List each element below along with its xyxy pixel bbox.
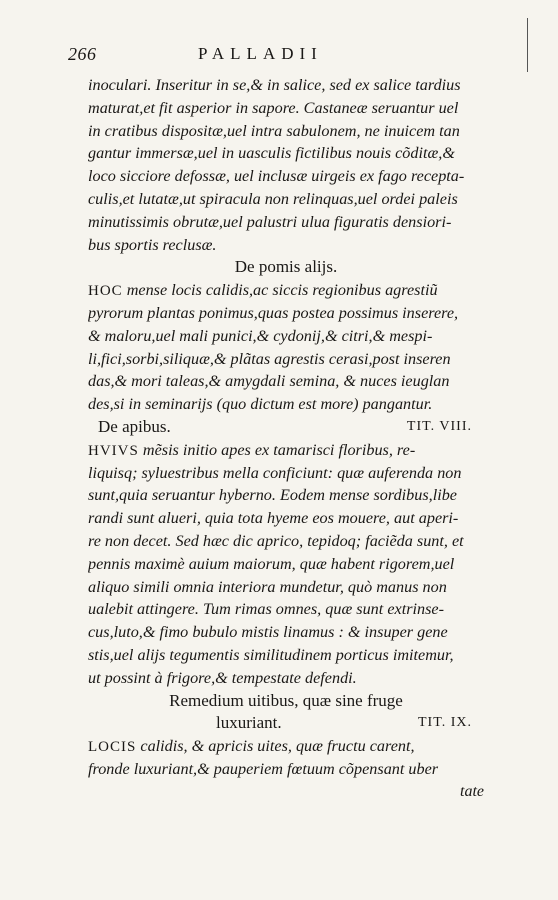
text-line: stis,uel alijs tegumentis similitudinem porticus imitemur, — [88, 645, 454, 664]
text-line: bus sportis reclusæ. — [88, 235, 217, 254]
section-heading: Remedium uitibus, quæ sine fruge — [169, 690, 403, 710]
text-line: culis,et lutatæ,ut spiracula non relinquas,uel ordei paleis — [88, 189, 458, 208]
lead-word: HOC — [88, 283, 123, 300]
text-line: ut possint à frigore,& tempestate defendi. — [88, 668, 357, 687]
text-line — [88, 279, 484, 302]
text-line: minutissimis obrutæ,uel palustri ulua figuratis densiori- — [88, 212, 452, 231]
text-line — [88, 735, 484, 758]
text-line: fronde luxuriant,& pauperiem fœtuum cõpensant uber — [88, 759, 439, 778]
section-heading: De pomis alijs. — [234, 257, 338, 277]
text-line: & maloru,uel mali punici,& cydonij,& citri,& mespi- — [88, 326, 433, 345]
text-line: pennis maximè auium maiorum, quæ habent rigorem,uel — [88, 554, 455, 573]
text-line: des,si in seminarijs (quo dictum est more) pangantur. — [88, 395, 433, 414]
text-line: re non decet. Sed hæc dic aprico, tepidoq; faciẽda sunt, et — [88, 531, 464, 550]
text-line: liquisq; syluestribus mella conficiunt: quæ auferenda non — [88, 463, 462, 482]
text-line: ualebit attingere. Tum rimas omnes, quæ sunt extrinse- — [88, 600, 444, 619]
text-line — [88, 439, 484, 462]
text-line: loco sicciore defossæ, uel inclusæ uirgeis ex fago recepta- — [88, 167, 465, 186]
section-heading: De apibus. — [98, 416, 171, 436]
text-line-rest: mẽsis initio apes ex tamarisci floribus, re- — [138, 440, 416, 459]
text-line: aliquo simili omnia interiora mundetur, quò manus non — [88, 577, 447, 596]
title-number: TIT. IX. — [418, 715, 472, 731]
title-number: TIT. VIII. — [406, 418, 472, 434]
main-text — [88, 74, 484, 804]
text-line-rest: mense locis calidis,ac siccis regionibus agrestiũ — [122, 281, 438, 300]
catchword: tate — [460, 782, 484, 800]
section-heading-row — [88, 416, 484, 439]
text-line: randi sunt alueri, quia tota hyeme eos mouere, aut aperi- — [88, 509, 459, 528]
text-line: inoculari. Inseritur in se,& in salice, sed ex salice tardius — [88, 76, 461, 94]
text-line-rest: calidis, & apricis uites, quæ fructu carent, — [136, 737, 415, 756]
text-line: in cratibus dispositæ,uel intra sabulonem, ne inuicem tan — [88, 121, 460, 140]
lead-word: HVIVS — [88, 442, 139, 459]
lead-word: LOCIS — [88, 739, 137, 756]
running-title: PALLADII — [198, 44, 323, 63]
text-line: cus,luto,& fimo bubulo mistis linamus : & insuper gene — [88, 623, 448, 642]
text-line: maturat,et fit asperior in sapore. Castaneæ seruantur uel — [88, 98, 459, 117]
text-line: pyrorum plantas ponimus,quas postea possimus inserere, — [88, 303, 459, 322]
section-heading-continued: luxuriant. — [216, 713, 282, 733]
text-line: li,fici,sorbi,siliquæ,& plãtas agrestis cerasi,post inseren — [88, 349, 451, 368]
page-number: 266 — [68, 44, 97, 64]
text-line: gantur immersæ,uel in uasculis fictilibus nouis cõditæ,& — [88, 144, 455, 163]
binding-edge-line — [527, 18, 528, 72]
running-head — [68, 44, 488, 66]
text-line: sunt,quia seruantur hyberno. Eodem mense sordibus,libe — [88, 486, 457, 505]
text-line: das,& mori taleas,& amygdali semina, & nuces ieuglan — [88, 372, 450, 391]
section-heading-row — [88, 712, 484, 735]
